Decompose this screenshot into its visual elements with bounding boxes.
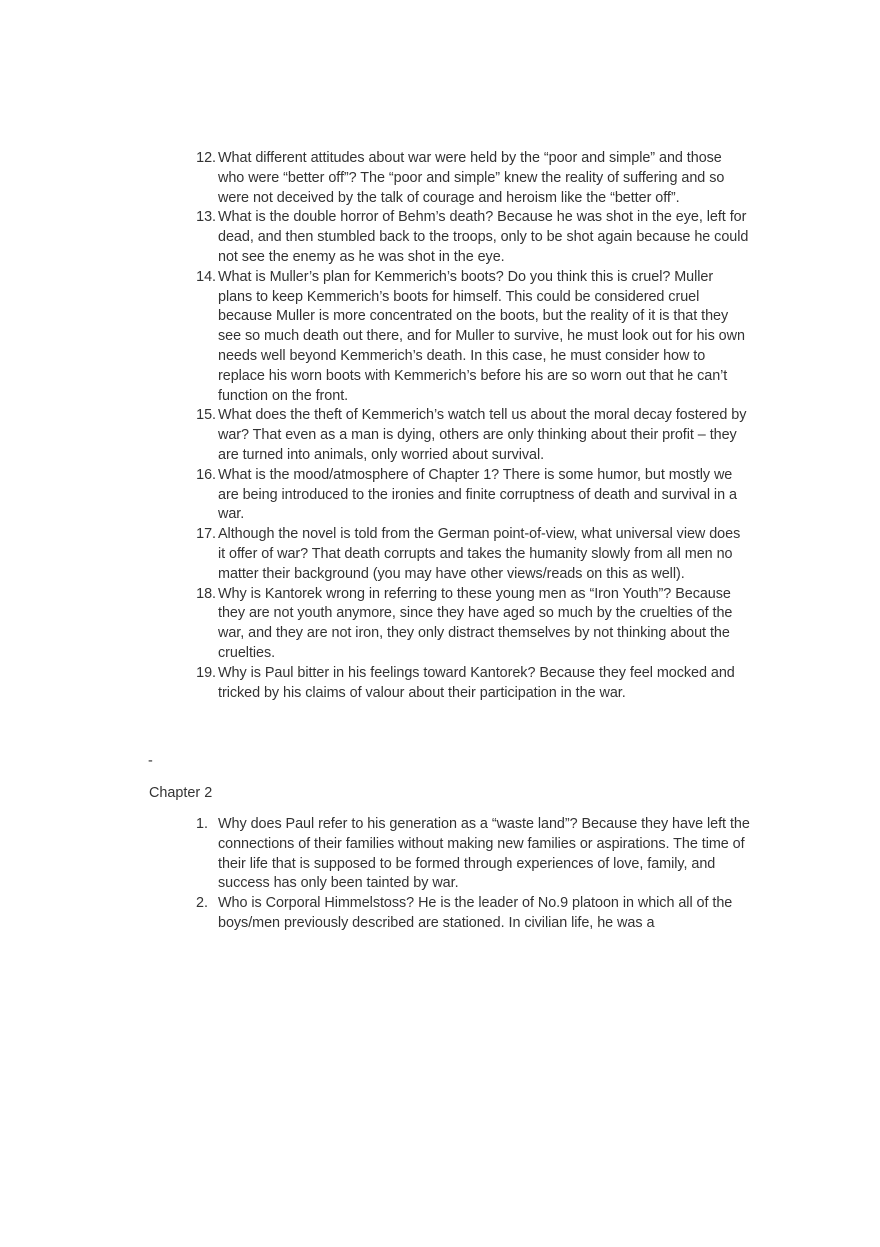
list-item [190, 664, 750, 704]
list-item-text: What is Muller’s plan for Kemmerich’s boots? Do you think this is cruel? Muller plans to keep Kemmerich’s boots for himself. This could be considered cruel because Muller is more concentrated on the boots, but the reality of it is that they see so much death out there, and for Muller to survive, he must look out for his own needs well beyond Kemmerich’s death. In this case, he must consider how to replace his worn boots with Kemmerich’s before his are so worn out that he can’t function on the front. [218, 268, 745, 404]
list-item-number: 16. [196, 466, 216, 483]
chapter-1-question-list [190, 149, 750, 703]
list-item-number: 15. [196, 407, 216, 424]
list-item-number: 14. [196, 268, 216, 285]
list-item [190, 466, 750, 525]
list-item [190, 815, 750, 894]
list-item-text: What is the double horror of Behm’s death? Because he was shot in the eye, left for dead, and then stumbled back to the troops, only to be shot again because he could not see the enemy as he was shot in the eye. [218, 209, 749, 265]
list-item-text: Although the novel is told from the German point-of-view, what universal view does it offer of war? That death corrupts and takes the humanity slowly from all men no matter their background (you may have other views/reads on this as well). [218, 526, 741, 582]
list-item-text: Why does Paul refer to his generation as a “waste land”? Because they have left the connections of their families without making new families or aspirations. The time of their life that is supposed to be formed through experiences of love, family, and success has only been tainted by war. [218, 816, 750, 892]
list-item [190, 406, 750, 465]
list-item [190, 149, 750, 208]
list-item [190, 894, 750, 934]
list-item-number: 18. [196, 585, 216, 602]
list-item-number: 17. [196, 526, 216, 543]
list-item [190, 585, 750, 664]
list-item-text: What is the mood/atmosphere of Chapter 1? There is some humor, but mostly we are being introduced to the ironies and finite corruptness of death and survival in a war. [218, 466, 737, 523]
section-separator: - [148, 753, 153, 769]
list-item [190, 525, 750, 584]
list-item-text: Why is Kantorek wrong in referring to these young men as “Iron Youth”? Because they are not youth anymore, since they have aged so much by the cruelties of the war, and they are not iron, they only distract themselves by not thinking about the cruelties. [218, 585, 733, 661]
list-item-number: 13. [196, 209, 216, 226]
list-item [190, 268, 750, 407]
list-item-number: 19. [196, 664, 216, 681]
list-item [190, 208, 750, 267]
chapter-2-question-list [190, 815, 750, 934]
list-item-number: 12. [196, 150, 216, 166]
list-item-number: 2. [196, 895, 208, 912]
list-item-text: Why is Paul bitter in his feelings toward Kantorek? Because they feel mocked and tricked by his claims of valour about their participation in the war. [218, 664, 735, 701]
list-item-text: Who is Corporal Himmelstoss? He is the leader of No.9 platoon in which all of the boys/men previously described are stationed. In civilian life, he was a [218, 895, 733, 931]
list-item-number: 1. [196, 816, 208, 832]
chapter-2-heading: Chapter 2 [149, 785, 213, 801]
list-item-text: What does the theft of Kemmerich’s watch tell us about the moral decay fostered by war? That even as a man is dying, others are only thinking about their profit – they are turned into animals, only worried about survival. [218, 407, 747, 463]
list-item-text: What different attitudes about war were held by the “poor and simple” and those who were “better off”? The “poor and simple” knew the reality of suffering and so were not deceived by the talk of courage and heroism like the “better off”. [218, 150, 725, 206]
